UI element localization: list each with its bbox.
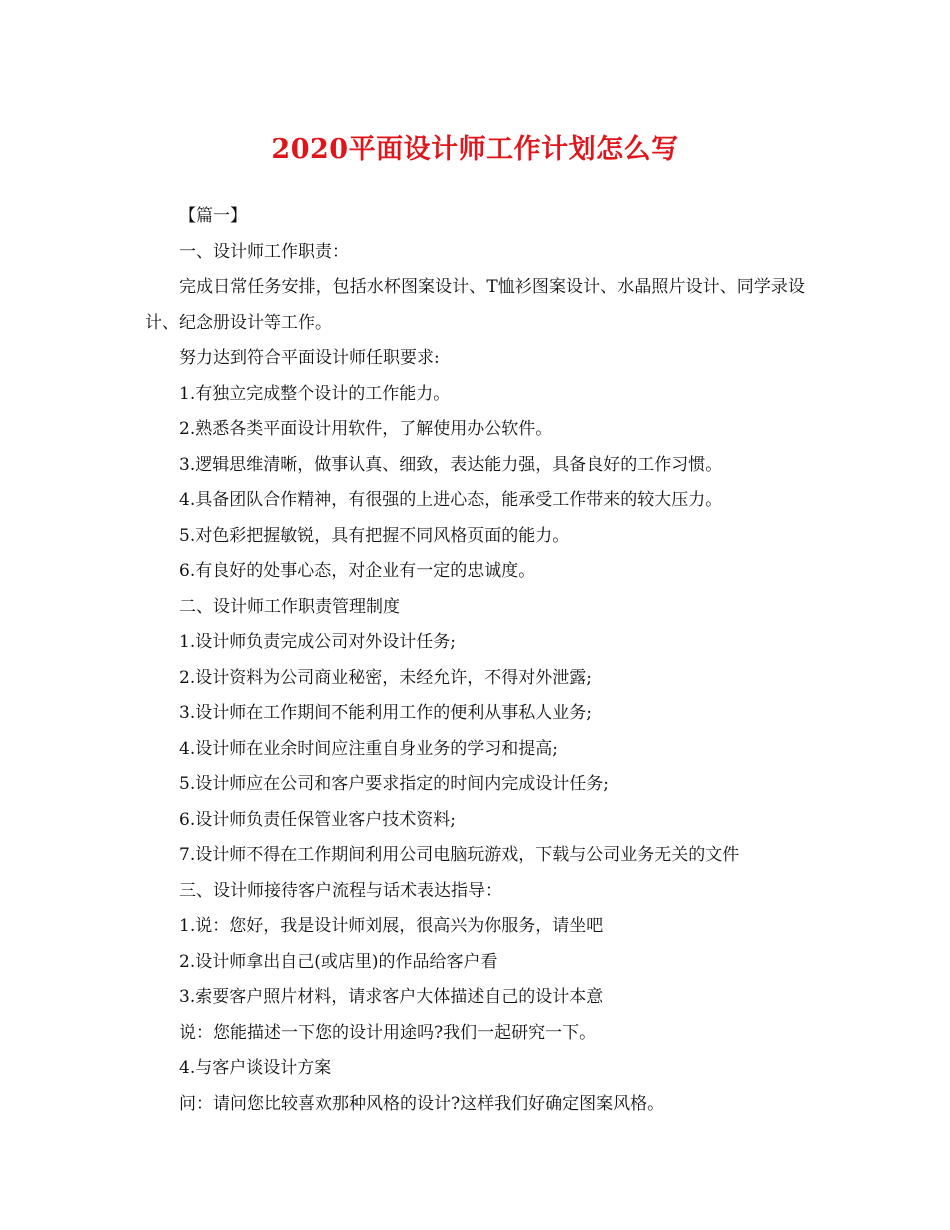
list-item: 2.设计资料为公司商业秘密，未经允许，不得对外泄露; <box>179 667 592 688</box>
list-item: 1.有独立完成整个设计的工作能力。 <box>179 383 451 404</box>
list-item: 4.与客户谈设计方案 <box>179 1058 332 1078</box>
list-item: 2.设计师拿出自己(或店里)的作品给客户看 <box>179 951 498 972</box>
list-item: 3.索要客户照片材料，请求客户大体描述自己的设计本意 <box>179 987 604 1007</box>
list-item: 5.设计师应在公司和客户要求指定的时间内完成设计任务; <box>179 774 609 794</box>
list-item: 1.设计师负责完成公司对外设计任务; <box>179 632 456 652</box>
section-heading: 一、设计师工作职责： <box>179 241 349 262</box>
document-body <box>145 199 805 1122</box>
list-item: 4.设计师在业余时间应注重自身业务的学习和提高; <box>179 738 558 759</box>
list-item: 6.设计师负责任保管业客户技术资料; <box>179 809 456 830</box>
paragraph: 努力达到符合平面设计师任职要求: <box>179 348 440 368</box>
section-heading: 二、设计师工作职责管理制度 <box>179 596 400 617</box>
list-item: 3.逻辑思维清晰，做事认真、细致，表达能力强，具备良好的工作习惯。 <box>179 454 723 475</box>
section-marker: 【篇一】 <box>179 206 247 226</box>
list-item: 6.有良好的处事心态，对企业有一定的忠诚度。 <box>179 561 536 581</box>
list-item: 1.说：您好，我是设计师刘展，很高兴为你服务，请坐吧 <box>179 916 604 936</box>
dialogue-line: 问：请问您比较喜欢那种风格的设计?这样我们好确定图案风格。 <box>179 1093 665 1114</box>
document-title: 2020平面设计师工作计划怎么写 <box>271 134 679 165</box>
list-item: 2.熟悉各类平面设计用软件，了解使用办公软件。 <box>179 419 553 439</box>
paragraph: 完成日常任务安排，包括水杯图案设计、T恤衫图案设计、水晶照片设计、同学录设计、纪念册设计等工作。 <box>145 277 805 333</box>
list-item: 4.具备团队合作精神，有很强的上进心态，能承受工作带来的较大压力。 <box>179 490 723 510</box>
list-item: 7.设计师不得在工作期间利用公司电脑玩游戏，下载与公司业务无关的文件 <box>179 845 740 865</box>
list-item: 5.对色彩把握敏锐，具有把握不同风格页面的能力。 <box>179 525 570 546</box>
list-item: 3.设计师在工作期间不能利用工作的便利从事私人业务; <box>179 703 592 723</box>
section-heading: 三、设计师接待客户流程与话术表达指导： <box>179 880 502 901</box>
dialogue-line: 说：您能描述一下您的设计用途吗?我们一起研究一下。 <box>179 1022 597 1043</box>
